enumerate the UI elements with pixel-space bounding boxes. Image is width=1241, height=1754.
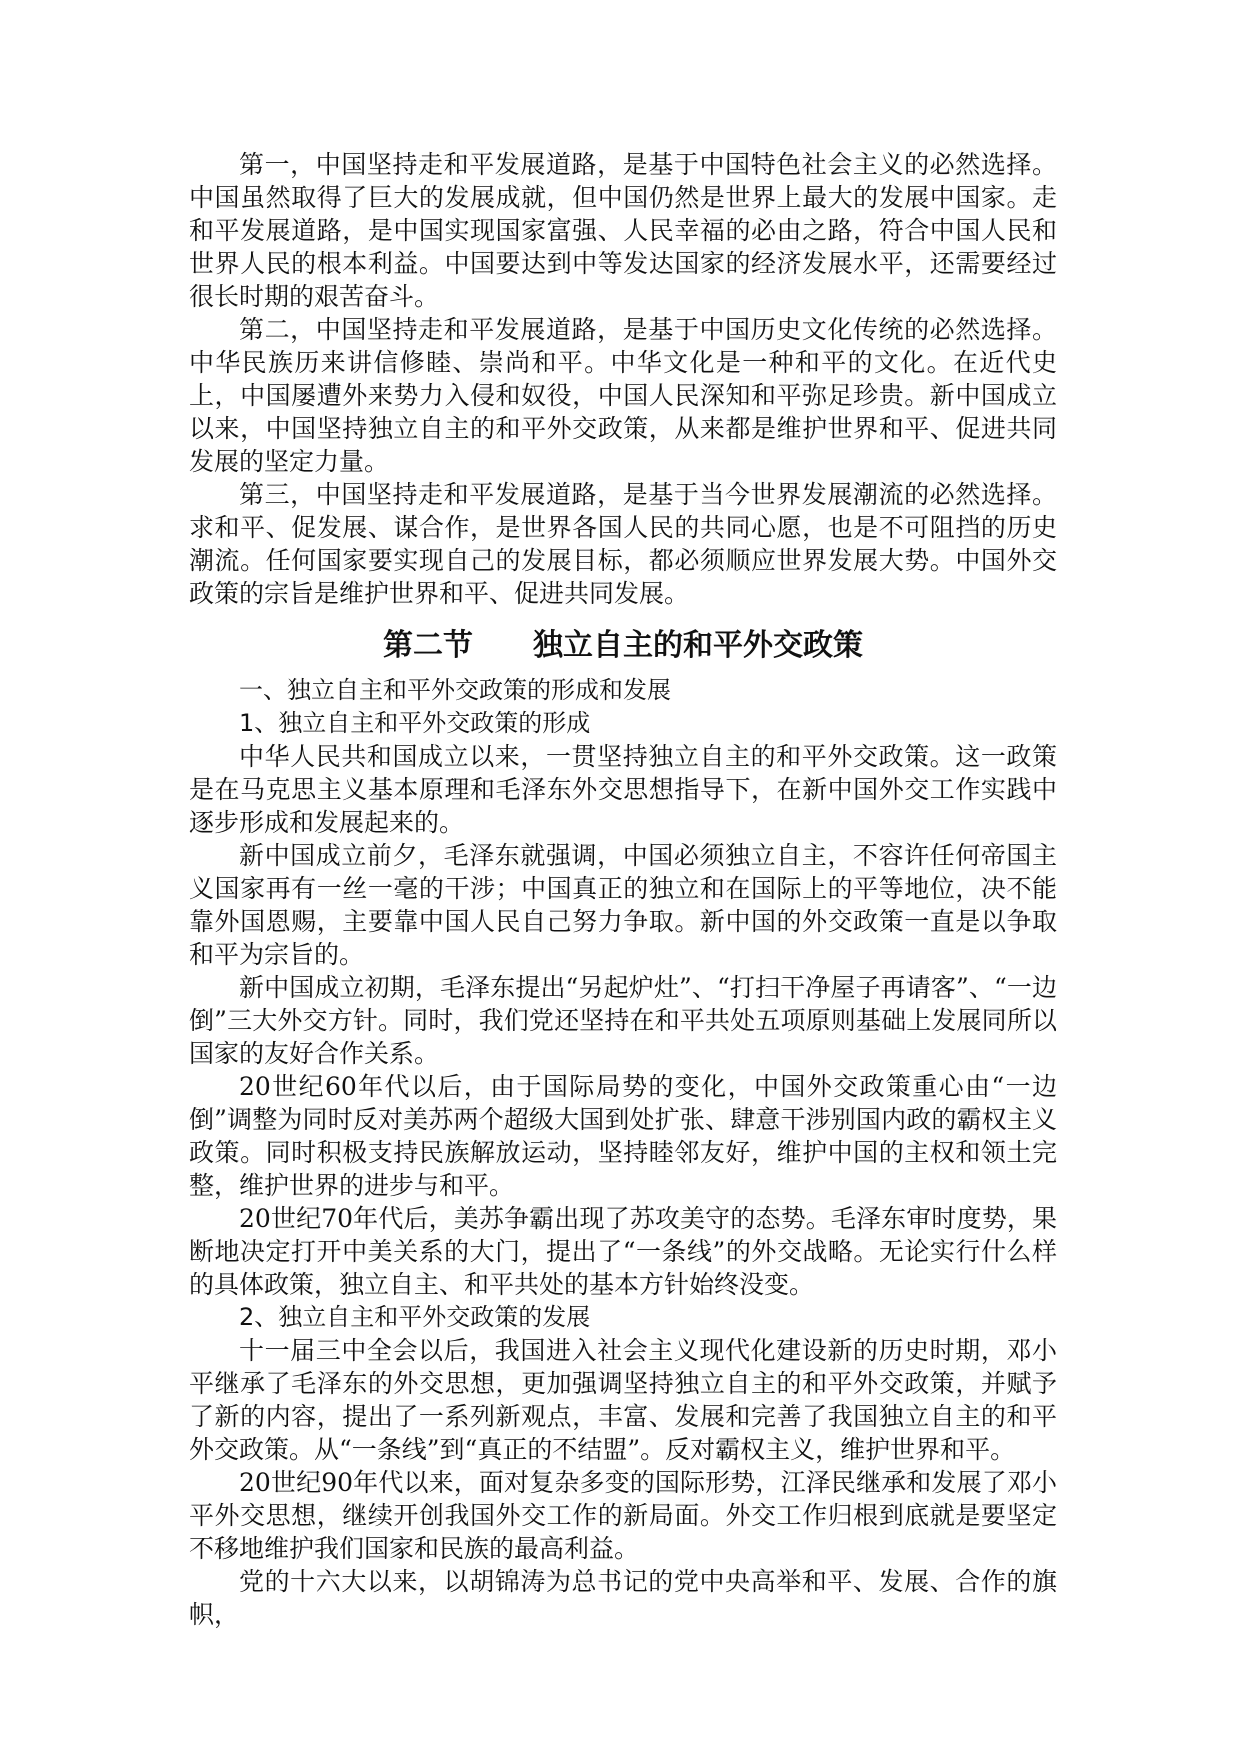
paragraph: 20世纪90年代以来，面对复杂多变的国际形势，江泽民继承和发展了邓小平外交思想，继续开创我国外交工作的新局面。外交工作归根到底就是要坚定不移地维护我们国家和民族的最高利益。: [189, 1468, 1057, 1563]
paragraph: 第三，中国坚持走和平发展道路，是基于当今世界发展潮流的必然选择。求和平、促发展、谋合作，是世界各国人民的共同心愿，也是不可阻挡的历史潮流。任何国家要实现自己的发展目标，都必须顺应世界发展大势。中国外交政策的宗旨是维护世界和平、促进共同发展。: [189, 480, 1057, 608]
paragraph: 20世纪70年代后，美苏争霸出现了苏攻美守的态势。毛泽东审时度势，果断地决定打开中美关系的大门，提出了“一条线”的外交战略。无论实行什么样的具体政策，独立自主、和平共处的基本方针始终没变。: [189, 1204, 1057, 1299]
paragraph: 党的十六大以来，以胡锦涛为总书记的党中央高举和平、发展、合作的旗帜，: [189, 1567, 1057, 1629]
paragraph: 20世纪60年代以后，由于国际局势的变化，中国外交政策重心由“一边倒”调整为同时反对美苏两个超级大国到处扩张、肆意干涉别国内政的霸权主义政策。同时积极支持民族解放运动，坚持睦邻友好，维护中国的主权和领土完整，维护世界的进步与和平。: [189, 1072, 1057, 1200]
paragraph: 第一，中国坚持走和平发展道路，是基于中国特色社会主义的必然选择。中国虽然取得了巨大的发展成就，但中国仍然是世界上最大的发展中国家。走和平发展道路，是中国实现国家富强、人民幸福的必由之路，符合中国人民和世界人民的根本利益。中国要达到中等发达国家的经济发展水平，还需要经过很长时期的艰苦奋斗。: [189, 150, 1057, 311]
subheading: 1、独立自主和平外交政策的形成: [239, 709, 591, 737]
paragraph: 十一届三中全会以后，我国进入社会主义现代化建设新的历史时期，邓小平继承了毛泽东的外交思想，更加强调坚持独立自主的和平外交政策，并赋予了新的内容，提出了一系列新观点，丰富、发展和完善了我国独立自主的和平外交政策。从“一条线”到“真正的不结盟”。反对霸权主义，维护世界和平。: [189, 1336, 1057, 1464]
paragraph: 新中国成立前夕，毛泽东就强调，中国必须独立自主，不容许任何帝国主义国家再有一丝一毫的干涉；中国真正的独立和在国际上的平等地位，决不能靠外国恩赐，主要靠中国人民自己努力争取。新中国的外交政策一直是以争取和平为宗旨的。: [189, 841, 1057, 969]
paragraph: 中华人民共和国成立以来，一贯坚持独立自主的和平外交政策。这一政策是在马克思主义基本原理和毛泽东外交思想指导下，在新中国外交工作实践中逐步形成和发展起来的。: [189, 742, 1057, 837]
paragraph: 第二，中国坚持走和平发展道路，是基于中国历史文化传统的必然选择。中华民族历来讲信修睦、崇尚和平。中华文化是一种和平的文化。在近代史上，中国屡遭外来势力入侵和奴役，中国人民深知和平弥足珍贵。新中国成立以来，中国坚持独立自主的和平外交政策，从来都是维护世界和平、促进共同发展的坚定力量。: [189, 315, 1057, 476]
document-body: [189, 148, 1057, 1631]
section-title: 第二节 独立自主的和平外交政策: [383, 628, 863, 663]
paragraph: 新中国成立初期，毛泽东提出“另起炉灶”、“打扫干净屋子再请客”、“一边倒”三大外交方针。同时，我们党还坚持在和平共处五项原则基础上发展同所以国家的友好合作关系。: [189, 973, 1057, 1068]
heading-level-1: 一、独立自主和平外交政策的形成和发展: [239, 676, 671, 704]
subheading: 2、独立自主和平外交政策的发展: [239, 1303, 591, 1331]
